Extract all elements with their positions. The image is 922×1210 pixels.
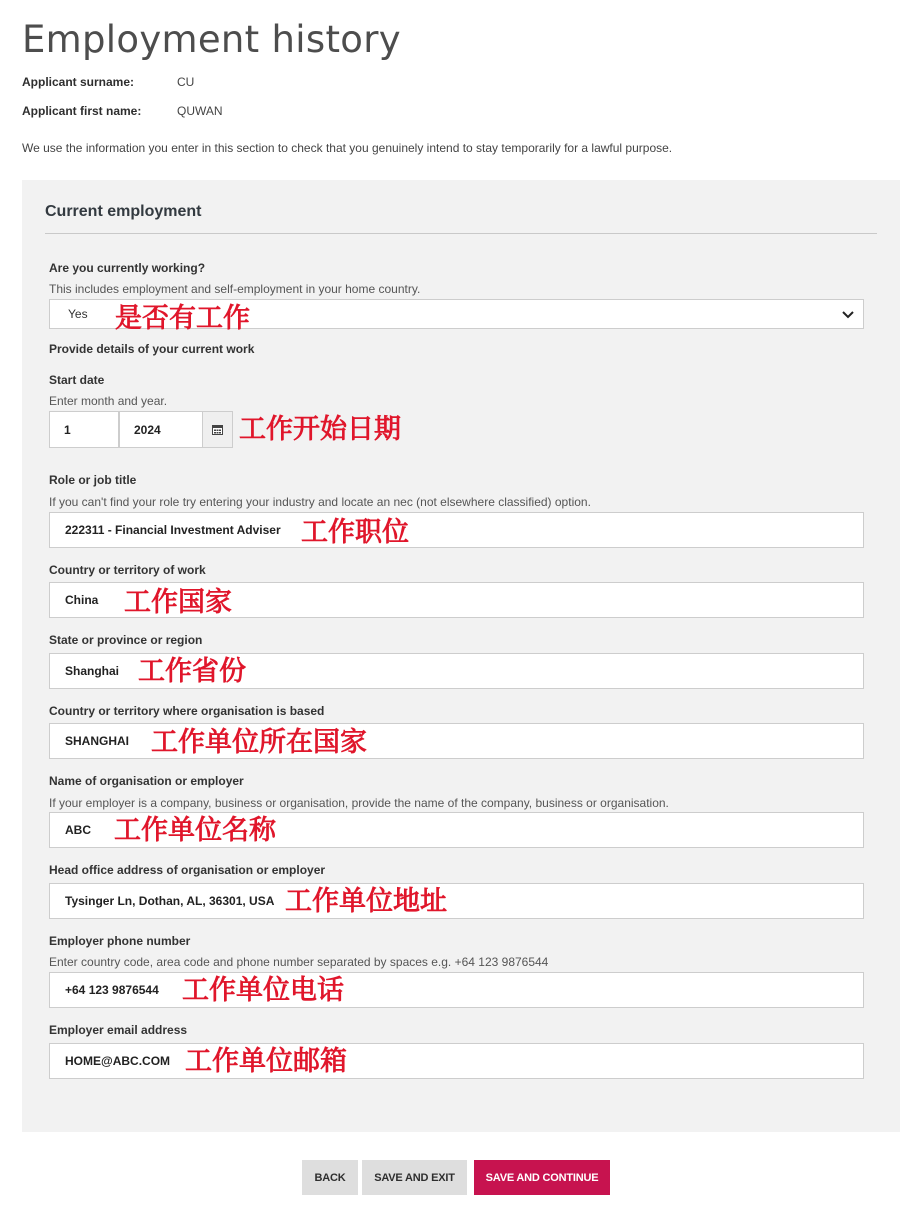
address-input[interactable]: Tysinger Ln, Dothan, AL, 36301, USA <box>49 883 864 919</box>
org-name-annotation: 工作单位名称 <box>114 815 276 846</box>
section-divider <box>45 233 877 234</box>
country-input[interactable]: China <box>49 582 864 618</box>
email-input[interactable]: HOME@ABC.COM <box>49 1043 864 1079</box>
role-input[interactable]: 222311 - Financial Investment Adviser <box>49 512 864 548</box>
applicant-first-name-label: Applicant first name: <box>22 104 142 118</box>
org-name-label: Name of organisation or employer <box>49 774 244 788</box>
phone-hint: Enter country code, area code and phone number separated by spaces e.g. +64 123 9876544 <box>49 955 549 969</box>
org-country-annotation: 工作单位所在国家 <box>151 727 367 758</box>
save-and-continue-button[interactable]: SAVE AND CONTINUE <box>474 1160 610 1195</box>
org-country-input[interactable]: SHANGHAI <box>49 723 864 759</box>
start-year-input[interactable]: 2024 <box>119 411 203 448</box>
working-select-value: Yes <box>68 307 88 321</box>
details-heading: Provide details of your current work <box>49 342 255 356</box>
country-label: Country or territory of work <box>49 563 206 577</box>
start-date-label: Start date <box>49 373 105 387</box>
save-and-exit-button[interactable]: SAVE AND EXIT <box>362 1160 467 1195</box>
start-date-hint: Enter month and year. <box>49 394 168 408</box>
working-hint: This includes employment and self-employment in your home country. <box>49 282 421 296</box>
state-label: State or province or region <box>49 633 203 647</box>
working-label: Are you currently working? <box>49 261 206 275</box>
intro-text: We use the information you enter in this section to check that you genuinely intend to stay temporarily for a lawful purpose. <box>22 141 673 155</box>
applicant-surname-value: CU <box>177 75 195 89</box>
back-button[interactable]: BACK <box>302 1160 358 1195</box>
state-annotation: 工作省份 <box>138 656 246 687</box>
calendar-icon <box>212 424 223 435</box>
state-input[interactable]: Shanghai <box>49 653 864 689</box>
role-annotation: 工作职位 <box>301 517 409 548</box>
page-title: Employment history <box>22 18 401 61</box>
start-date-annotation: 工作开始日期 <box>239 414 401 445</box>
org-country-label: Country or territory where organisation is based <box>49 704 325 718</box>
chevron-down-icon <box>841 307 855 321</box>
applicant-first-name-value: QUWAN <box>177 104 223 118</box>
phone-annotation: 工作单位电话 <box>182 975 344 1006</box>
calendar-button[interactable] <box>202 411 233 448</box>
start-month-input[interactable]: 1 <box>49 411 119 448</box>
address-label: Head office address of organisation or employer <box>49 863 326 877</box>
address-annotation: 工作单位地址 <box>285 886 447 917</box>
role-hint: If you can't find your role try entering your industry and locate an nec (not elsewhere classified) option. <box>49 495 591 509</box>
org-name-hint: If your employer is a company, business or organisation, provide the name of the company, business or organisation. <box>49 796 669 810</box>
working-annotation: 是否有工作 <box>115 303 250 334</box>
email-label: Employer email address <box>49 1023 188 1037</box>
country-annotation: 工作国家 <box>124 587 232 618</box>
org-name-input[interactable]: ABC <box>49 812 864 848</box>
role-label: Role or job title <box>49 473 137 487</box>
section-heading: Current employment <box>45 203 202 220</box>
phone-label: Employer phone number <box>49 934 191 948</box>
email-annotation: 工作单位邮箱 <box>185 1046 347 1077</box>
applicant-surname-label: Applicant surname: <box>22 75 135 89</box>
phone-input[interactable]: +64 123 9876544 <box>49 972 864 1008</box>
